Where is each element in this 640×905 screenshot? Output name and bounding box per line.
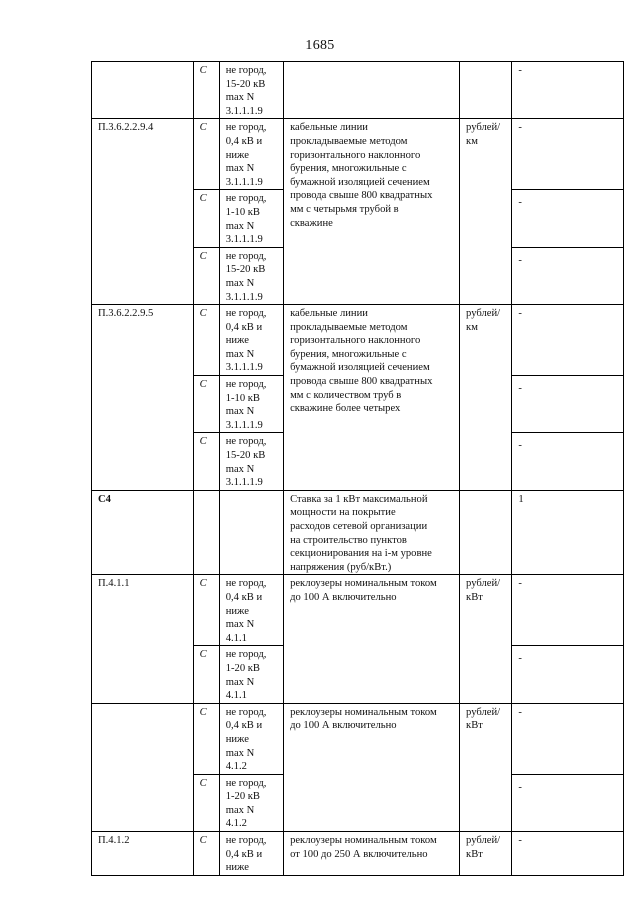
row-unit: рублей/ кВт: [460, 575, 512, 703]
row-description: [284, 62, 460, 119]
row-condition: не город, 1-20 кВ max N 4.1.1: [219, 646, 283, 703]
row-value: -: [512, 646, 624, 703]
row-condition: не город, 0,4 кВ и ниже max N 3.1.1.1.9: [219, 305, 283, 376]
row-code: [92, 703, 194, 831]
row-description: кабельные линии прокладываемые методом горизонтального наклонного бурения, многожильные с бумажной изоляцией сечением провода свыше 800 квадратных мм с четырьмя трубой в скважине: [284, 119, 460, 305]
row-value: -: [512, 190, 624, 247]
row-code: П.4.1.1: [92, 575, 194, 703]
row-letter: [193, 490, 219, 575]
row-letter: С: [193, 62, 219, 119]
row-condition: не город, 0,4 кВ и ниже max N 3.1.1.1.9: [219, 119, 283, 190]
row-unit: [460, 62, 512, 119]
table-row: [92, 832, 624, 876]
tariff-table: [91, 61, 624, 876]
row-condition: не город, 15-20 кВ max N 3.1.1.1.9: [219, 433, 283, 490]
row-value: -: [512, 832, 624, 876]
row-description: реклоузеры номинальным током до 100 А включительно: [284, 575, 460, 703]
row-letter: С: [193, 376, 219, 433]
row-letter: С: [193, 305, 219, 376]
row-unit: [460, 490, 512, 575]
row-description: кабельные линии прокладываемые методом горизонтального наклонного бурения, многожильные с бумажной изоляцией сечением провода свыше 800 квадратных мм с количеством труб в скважине более четырех: [284, 305, 460, 491]
row-condition: не город, 0,4 кВ и ниже max N 4.1.2: [219, 703, 283, 774]
row-letter: С: [193, 703, 219, 774]
row-letter: С: [193, 646, 219, 703]
row-condition: не город, 1-10 кВ max N 3.1.1.1.9: [219, 190, 283, 247]
row-unit: рублей/ кВт: [460, 832, 512, 876]
row-code: П.3.6.2.2.9.5: [92, 305, 194, 491]
table-row: [92, 62, 624, 119]
row-letter: С: [193, 575, 219, 646]
row-value: 1: [512, 490, 624, 575]
row-unit: рублей/ кВт: [460, 703, 512, 831]
table-row: [92, 575, 624, 646]
row-condition: [219, 490, 283, 575]
row-description: Ставка за 1 кВт максимальной мощности на покрытие расходов сетевой организации на строительство пунктов секционирования на i-м уровне напряжения (руб/кВт.): [284, 490, 460, 575]
table-row: [92, 490, 624, 575]
row-unit: рублей/ км: [460, 119, 512, 305]
row-letter: С: [193, 433, 219, 490]
row-value: -: [512, 376, 624, 433]
table-row: [92, 305, 624, 376]
table-row: [92, 703, 624, 774]
row-value: -: [512, 305, 624, 376]
row-letter: С: [193, 119, 219, 190]
row-code: П.4.1.2: [92, 832, 194, 876]
table-row: [92, 119, 624, 190]
row-value: -: [512, 247, 624, 304]
row-value: -: [512, 62, 624, 119]
row-letter: С: [193, 190, 219, 247]
row-condition: не город, 1-10 кВ max N 3.1.1.1.9: [219, 376, 283, 433]
row-value: -: [512, 703, 624, 774]
row-condition: не город, 0,4 кВ и ниже max N 4.1.1: [219, 575, 283, 646]
row-code: [92, 62, 194, 119]
row-condition: не город, 1-20 кВ max N 4.1.2: [219, 774, 283, 831]
row-description: реклоузеры номинальным током от 100 до 250 А включительно: [284, 832, 460, 876]
row-letter: С: [193, 247, 219, 304]
row-value: -: [512, 433, 624, 490]
row-code: П.3.6.2.2.9.4: [92, 119, 194, 305]
row-value: -: [512, 119, 624, 190]
row-condition: не город, 15-20 кВ max N 3.1.1.1.9: [219, 247, 283, 304]
row-unit: рублей/ км: [460, 305, 512, 491]
row-value: -: [512, 575, 624, 646]
row-description: реклоузеры номинальным током до 100 А включительно: [284, 703, 460, 831]
row-letter: С: [193, 774, 219, 831]
page-number: 1685: [305, 38, 335, 53]
row-letter: С: [193, 832, 219, 876]
row-code: С4: [92, 490, 194, 575]
row-value: -: [512, 774, 624, 831]
row-condition: не город, 15-20 кВ max N 3.1.1.1.9: [219, 62, 283, 119]
row-condition: не город, 0,4 кВ и ниже: [219, 832, 283, 876]
